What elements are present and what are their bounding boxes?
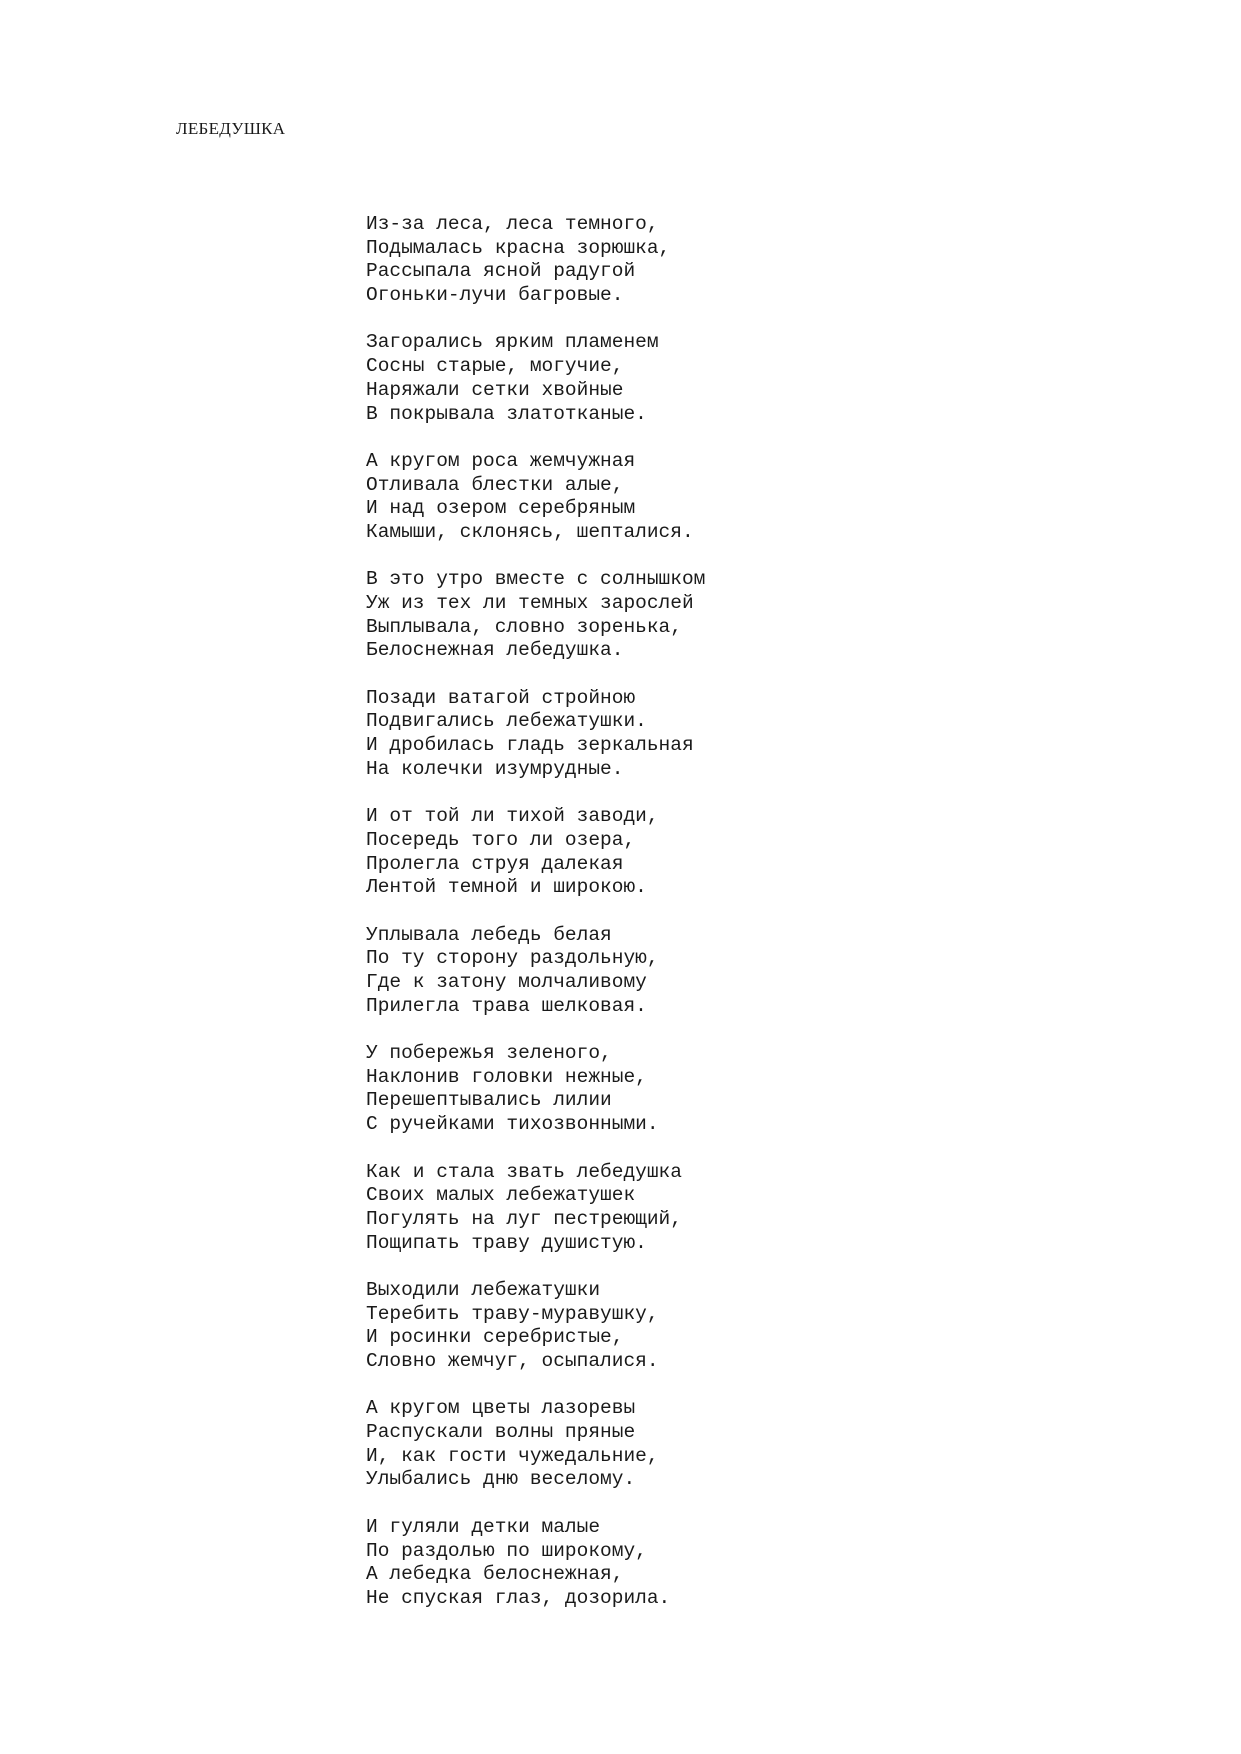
poem-line: Посередь того ли озера, — [366, 828, 636, 851]
poem-line: И от той ли тихой заводи, — [366, 805, 659, 828]
poem-line: Уж из тех ли темных зарослей — [366, 592, 694, 614]
poem-line: Где к затону молчаливому — [366, 971, 647, 993]
poem-line: В это утро вместе с солнышком — [366, 568, 706, 591]
poem-line: Распускали волны пряные — [366, 1421, 636, 1444]
poem-line: В покрывала златотканые. — [366, 402, 647, 425]
stanza — [366, 924, 705, 1019]
poem-line: Улыбались дню веселому. — [366, 1468, 636, 1491]
poem-line: И, как гости чужедальние, — [366, 1444, 659, 1467]
poem-line: Огоньки-лучи багровые. — [366, 284, 624, 307]
poem-line: Отливала блестки алые, — [366, 473, 624, 496]
poem-line: Выходили лебежатушки — [366, 1278, 601, 1301]
stanza — [366, 331, 705, 426]
poem-line: Загорались ярким пламенем — [366, 331, 659, 354]
poem-line: Из-за леса, леса темного, — [366, 213, 659, 235]
poem-line: Наклонив головки нежные, — [366, 1065, 647, 1088]
stanza — [366, 1516, 705, 1611]
stanza — [366, 450, 705, 545]
poem-line: Камыши, склонясь, шепталися. — [366, 520, 694, 543]
poem-line: Перешептывались лилии — [366, 1089, 612, 1112]
stanza — [366, 805, 705, 900]
poem-line: Своих малых лебежатушек — [366, 1184, 636, 1207]
poem-line: Белоснежная лебедушка. — [366, 639, 624, 662]
poem-line: Прилегла трава шелковая. — [366, 994, 647, 1017]
poem-line: Лентой темной и широкою. — [366, 876, 647, 899]
stanza — [366, 568, 705, 663]
poem-line: Выплывала, словно зоренька, — [366, 615, 682, 638]
poem-line: Подымалась красна зорюшка, — [366, 236, 671, 259]
poem-line: По ту сторону раздольную, — [366, 947, 659, 970]
poem-line: Позади ватагой стройною — [366, 686, 636, 709]
poem-line: И гуляли детки малые — [366, 1515, 601, 1538]
poem-line: На колечки изумрудные. — [366, 757, 624, 780]
poem-line: И дробилась гладь зеркальная — [366, 734, 694, 757]
poem-line: Сосны старые, могучие, — [366, 355, 624, 378]
poem-line: У побережья зеленого, — [366, 1042, 612, 1065]
stanza — [366, 1161, 705, 1256]
stanza — [366, 687, 705, 782]
poem-line: Подвигались лебежатушки. — [366, 710, 647, 733]
poem-line: Как и стала звать лебедушка — [366, 1160, 682, 1183]
stanza — [366, 1042, 705, 1137]
poem-line: По раздолью по широкому, — [366, 1539, 647, 1562]
document-title: ЛЕБЕДУШКА — [176, 119, 286, 138]
poem-line: Уплывала лебедь белая — [366, 923, 612, 946]
poem-line: А кругом цветы лазоревы — [366, 1397, 636, 1420]
poem-line: А кругом роса жемчужная — [366, 449, 636, 472]
stanza — [366, 213, 705, 308]
poem-line: Теребить траву-муравушку, — [366, 1302, 659, 1325]
poem-line: Словно жемчуг, осыпалися. — [366, 1350, 659, 1372]
poem-line: Не спуская глаз, дозорила. — [366, 1586, 671, 1609]
stanza — [366, 1279, 705, 1374]
poem-line: Рассыпала ясной радугой — [366, 260, 636, 283]
poem-line: И над озером серебряным — [366, 497, 636, 520]
stanza — [366, 1397, 705, 1492]
poem-line: С ручейками тихозвонными. — [366, 1113, 659, 1136]
poem-line: И росинки серебристые, — [366, 1326, 624, 1349]
poem-line: А лебедка белоснежная, — [366, 1563, 624, 1586]
poem-line: Наряжали сетки хвойные — [366, 378, 624, 401]
poem-body — [366, 213, 705, 1611]
poem-line: Пощипать траву душистую. — [366, 1231, 647, 1254]
poem-line: Пролегла струя далекая — [366, 852, 624, 875]
poem-line: Погулять на луг пестреющий, — [366, 1207, 682, 1230]
